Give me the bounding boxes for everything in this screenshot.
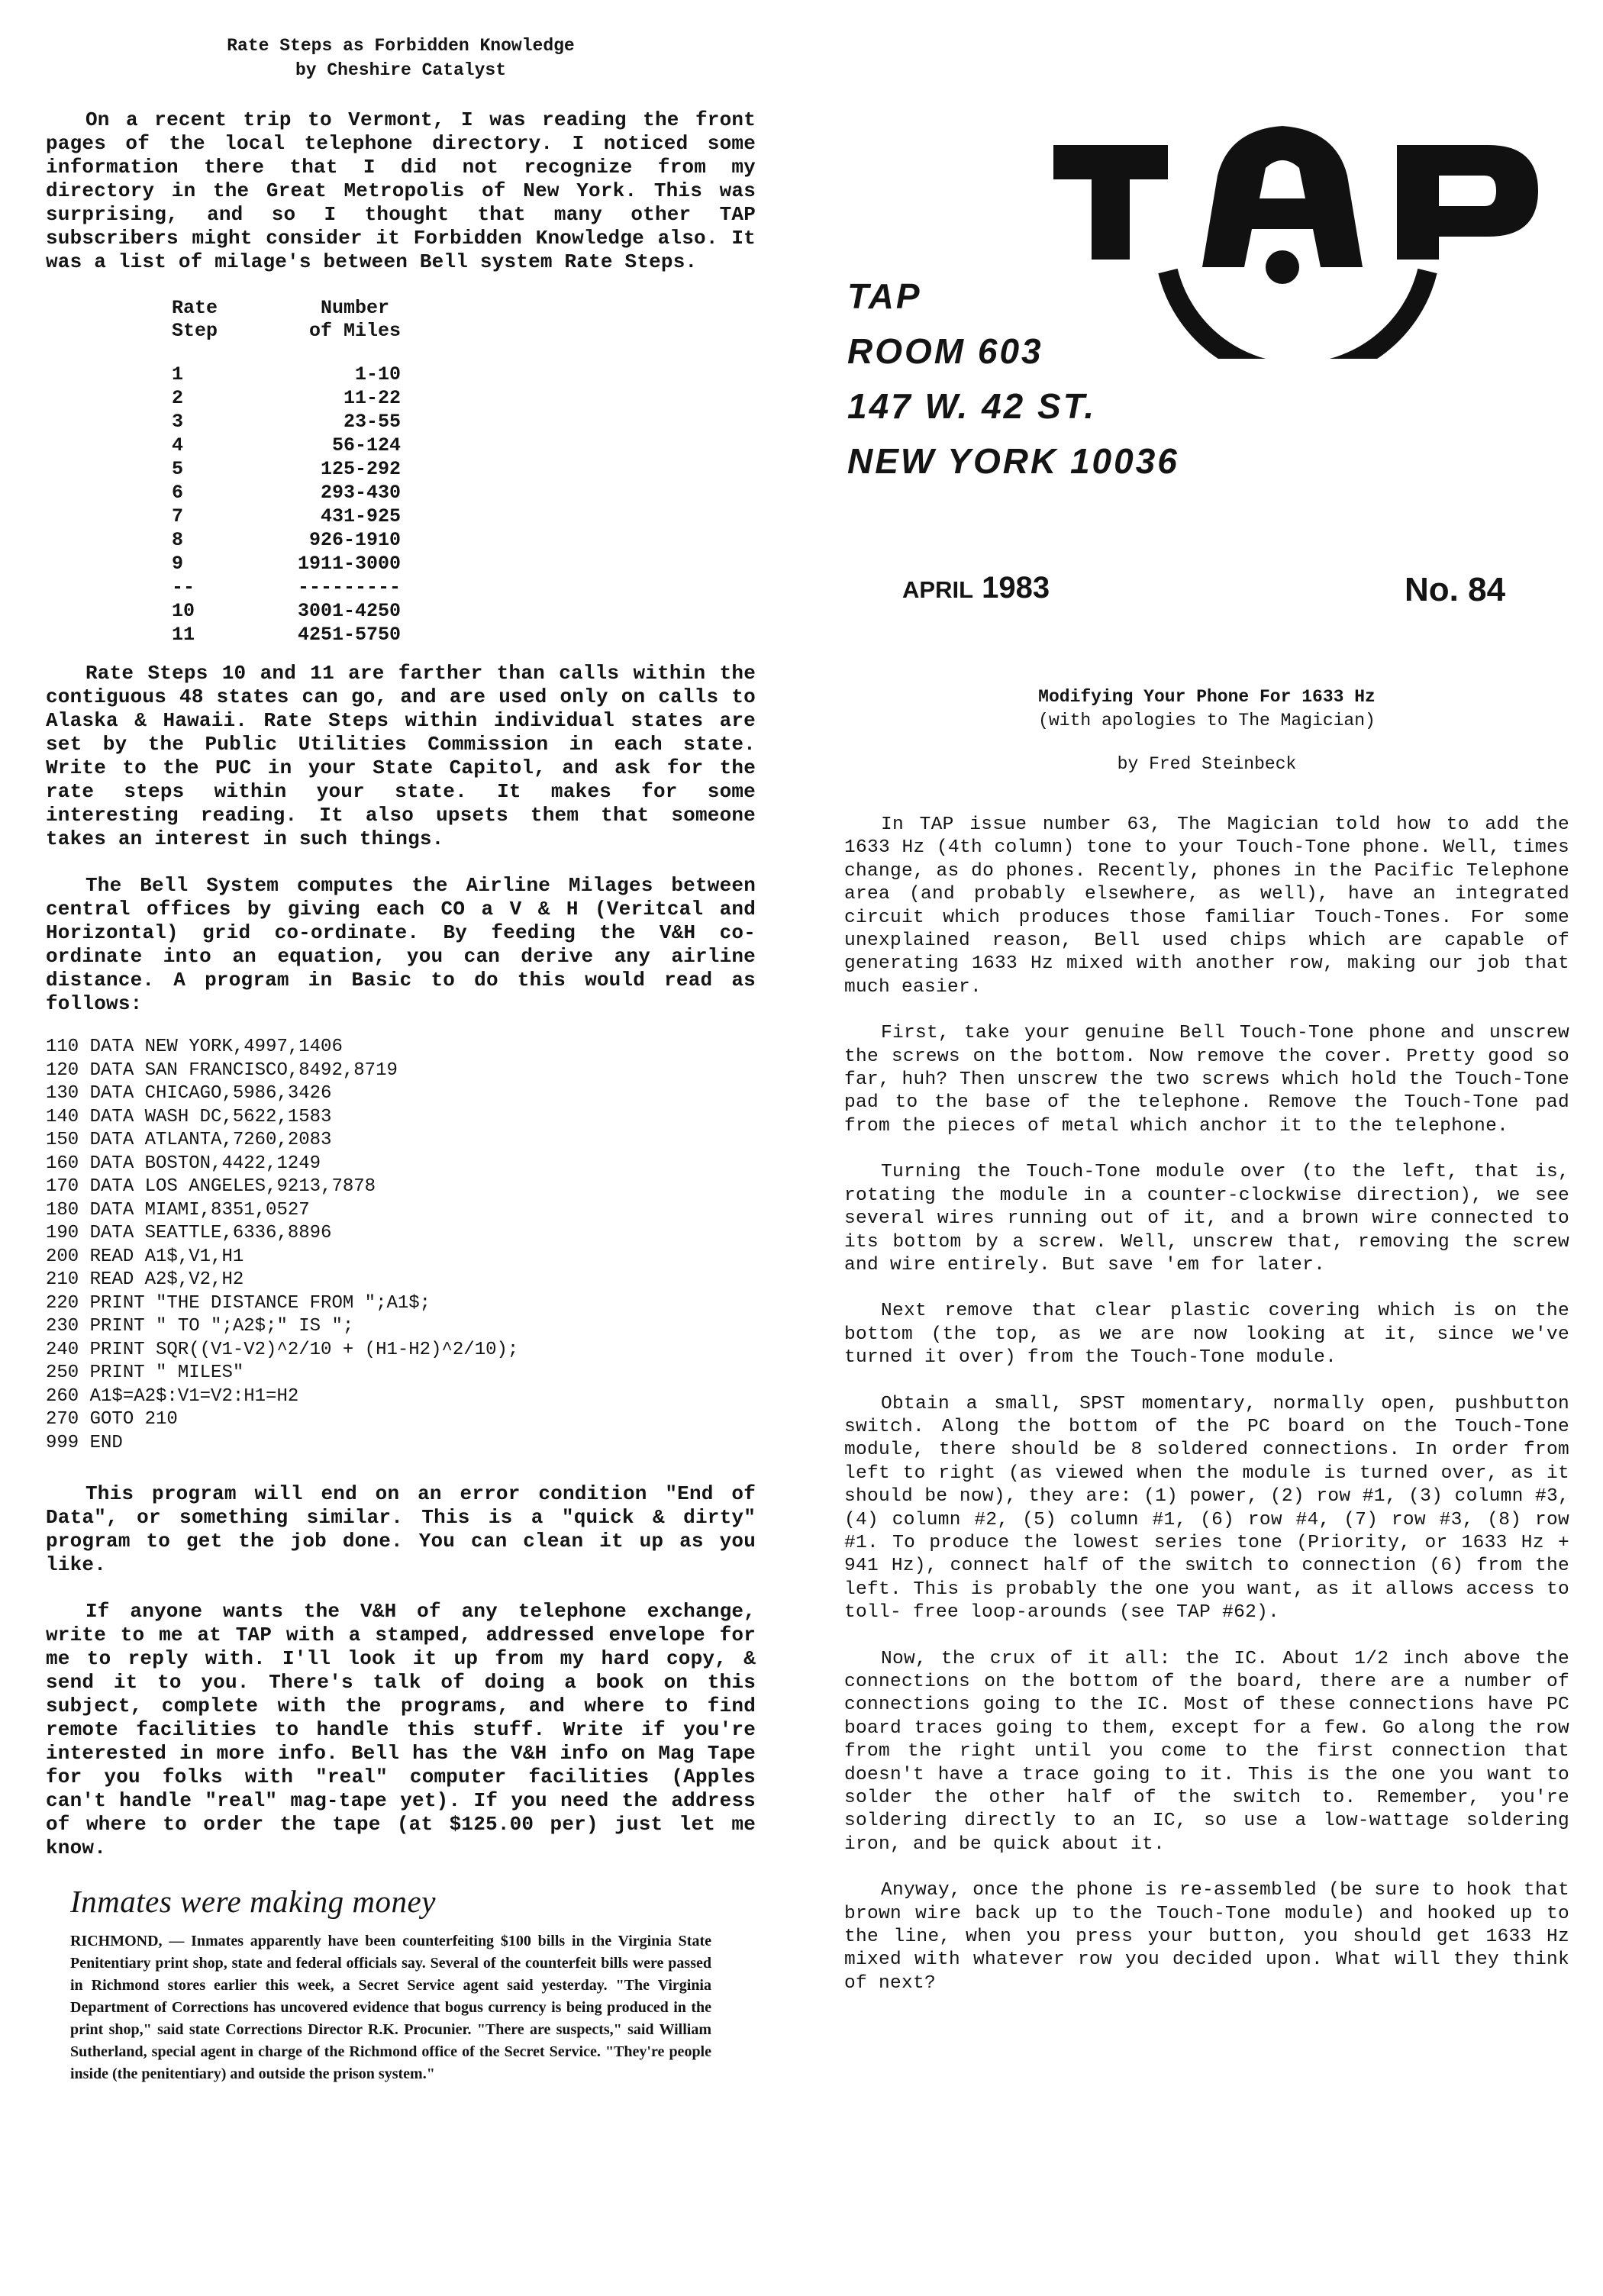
article-title: Rate Steps as Forbidden Knowledge — [227, 36, 575, 56]
rate-step-cell: 7 — [172, 505, 184, 527]
article-title-block — [46, 34, 756, 82]
clipping-body: RICHMOND, — Inmates apparently have been counterfeiting $100 bills in the Virginia State Penitentiary print shop, state and federal officials say. Several of the counterfeit bills were passed in Richmond stores earlier this week, a Secret Service agent said yesterday. "The Virginia Department of Corrections has uncovered evidence that bogus currency is being produced in the print shop," said state Corrections Director R.K. Procunier. "There are suspects," said William Sutherland, special agent in charge of the Richmond office of the Secret Service. "They're people inside (the penitentiary) and outside the prison system." — [70, 1933, 711, 2082]
right-paragraph-2: First, take your genuine Bell Touch-Tone phone and unscrew the screws on the bottom. Now remove the cover. Pretty good so far, huh? Then unscrew the two screws which hold the Touch-Tone pad to the base of the telephone. Remove the Touch-Tone pad from the pieces of metal which anchor it to the telephone. — [844, 1023, 1569, 1137]
rate-step-cell: 5 — [172, 458, 184, 480]
program-line: 999 END — [46, 1432, 123, 1453]
table-row — [172, 505, 401, 528]
program-note-paragraph: This program will end on an error condition "End of Data", or something similar. This is a "quick & dirty" program to get the job done. You can clean it up as you like. — [46, 1482, 756, 1576]
miles-cell: 11-22 — [344, 387, 402, 409]
rate-step-header-line1: Rate — [172, 297, 218, 319]
right-article — [844, 685, 1569, 2018]
address-line-4: NEW YORK 10036 — [847, 441, 1179, 481]
rate-steps-paragraph: Rate Steps 10 and 11 are farther than calls within the contiguous 48 states can go, and are used only on calls to Alaska & Hawaii. Rate Steps within individual states are set by the Public Utilities Commission in each state. Write to the PUC in your State Capitol, and ask for the rate steps within your state. It makes for some interesting reading. It also upsets them that someone takes an interest in such things. — [46, 662, 756, 850]
masthead-address — [847, 269, 1179, 489]
program-line: 110 DATA NEW YORK,4997,1406 — [46, 1037, 343, 1057]
program-line: 130 DATA CHICAGO,5986,3426 — [46, 1083, 332, 1104]
program-line: 170 DATA LOS ANGELES,9213,7878 — [46, 1176, 376, 1197]
program-line: 270 GOTO 210 — [46, 1409, 178, 1430]
rate-step-cell: 2 — [172, 387, 184, 409]
table-row — [172, 434, 401, 457]
miles-header — [218, 297, 401, 343]
rate-step-cell: 11 — [172, 624, 195, 646]
rate-step-cell: 3 — [172, 411, 184, 433]
program-line: 200 READ A1$,V1,H1 — [46, 1246, 244, 1267]
miles-header-line1: Number — [321, 297, 390, 319]
table-header-row — [172, 297, 401, 343]
right-paragraph-5: Obtain a small, SPST momentary, normally open, pushbutton switch. Along the bottom of the PC board on the Touch-Tone module, there should be 8 soldered connections. In order from left to right (as viewed when the module is turned over, as it should be now), they are: (1) power, (2) row #1, (3) column #3, (4) column #2, (5) column #1, (6) row #4, (7) row #3, (8) row #1. To produce the lowest series tone (Priority, or 1633 Hz + 941 Hz), connect half of the switch to connection (6) from the left. This is probably the one you want, as it allows access to toll- free loop-arounds (see TAP #62). — [844, 1393, 1569, 1624]
miles-cell: 56-124 — [332, 434, 402, 456]
rate-step-table — [172, 297, 401, 647]
miles-cell: 4251-5750 — [298, 624, 402, 646]
right-paragraph-1: In TAP issue number 63, The Magician told how to add the 1633 Hz (4th column) tone to your Touch-Tone phone. Well, times change, as do phones. Recently, phones in the Pacific Telephone area (and probably elsewhere, as well), have an integrated circuit which produces those familiar Touch-Tones. For some unexplained reason, Bell used chips which are capable of generating 1633 Hz mixed with another row, making our job that much easier. — [844, 814, 1569, 998]
right-paragraph-7: Anyway, once the phone is re-assembled (be sure to hook that brown wire back up to the Touch-Tone module) and hooked up to the line, when you press your button, you should get 1633 Hz mixed with whatever row you decided upon. What will they think of next? — [844, 1880, 1569, 1994]
miles-cell: 1-10 — [355, 363, 402, 385]
issue-month: APRIL — [902, 576, 973, 603]
rate-step-header-line2: Step — [172, 320, 218, 342]
table-row — [172, 410, 401, 434]
rate-step-cell: 10 — [172, 600, 195, 622]
program-line: 120 DATA SAN FRANCISCO,8492,8719 — [46, 1059, 398, 1081]
table-row — [172, 599, 401, 623]
logo-letter-a-bell — [1202, 126, 1363, 267]
clipping-headline: Inmates were making money — [70, 1884, 436, 1919]
logo-bell-clapper — [1266, 250, 1299, 284]
miles-cell: 431-925 — [321, 505, 402, 527]
miles-cell: --------- — [298, 576, 402, 598]
table-row — [172, 363, 401, 386]
issue-number: No. 84 — [1405, 571, 1506, 608]
program-line: 180 DATA MIAMI,8351,0527 — [46, 1199, 310, 1221]
airline-milage-paragraph: The Bell System computes the Airline Milages between central offices by giving each CO a V & H (Veritcal and Horizontal) grid co-ordinate. By feeding the V&H co-ordinate into an equation, you can derive any airline distance. A program in Basic to do this would read as follows: — [46, 874, 756, 1015]
logo-arc — [1168, 271, 1427, 359]
program-line: 140 DATA WASH DC,5622,1583 — [46, 1106, 332, 1127]
miles-header-line2: of Miles — [309, 320, 402, 342]
rate-step-header — [172, 297, 218, 343]
table-row — [172, 623, 401, 647]
table-row — [172, 386, 401, 410]
program-line: 260 A1$=A2$:V1=V2:H1=H2 — [46, 1385, 299, 1407]
program-line: 150 DATA ATLANTA,7260,2083 — [46, 1130, 332, 1150]
miles-cell: 293-430 — [321, 482, 402, 504]
rate-step-cell: 8 — [172, 529, 184, 551]
logo-text: TAP — [1053, 114, 1055, 115]
right-article-byline: by Fred Steinbeck — [1117, 754, 1297, 774]
table-row — [172, 481, 401, 505]
rate-step-cell: 9 — [172, 553, 184, 575]
rate-step-cell: -- — [172, 576, 195, 598]
table-row — [172, 528, 401, 552]
left-column — [46, 31, 756, 2085]
rate-step-cell: 1 — [172, 363, 184, 385]
program-line: 240 PRINT SQR((V1-V2)^2/10 + (H1-H2)^2/10); — [46, 1339, 519, 1360]
issue-date — [902, 571, 1050, 605]
address-line-3: 147 W. 42 ST. — [847, 386, 1097, 426]
logo-letter-p — [1397, 145, 1538, 260]
newspaper-clipping — [46, 1883, 756, 2085]
program-line: 230 PRINT " TO ";A2$;" IS "; — [46, 1316, 354, 1337]
address-line-1: TAP — [847, 276, 922, 316]
logo-letter-t — [1053, 145, 1168, 260]
rate-step-cell: 4 — [172, 434, 184, 456]
right-paragraph-4: Next remove that clear plastic covering which is on the bottom (the top, as we are now looking at it, since we've turned it over) from the Touch-Tone module. — [844, 1301, 1569, 1369]
program-line: 250 PRINT " MILES" — [46, 1362, 244, 1383]
table-row — [172, 457, 401, 481]
program-line: 210 READ A2$,V2,H2 — [46, 1269, 244, 1290]
issue-year: 1983 — [982, 571, 1050, 605]
right-article-subtitle: (with apologies to The Magician) — [1038, 711, 1376, 730]
program-line: 190 DATA SEATTLE,6336,8896 — [46, 1223, 332, 1243]
program-line: 160 DATA BOSTON,4422,1249 — [46, 1153, 321, 1174]
miles-cell: 3001-4250 — [298, 600, 402, 622]
miles-cell: 23-55 — [344, 411, 402, 433]
table-row — [172, 576, 401, 599]
intro-paragraph: On a recent trip to Vermont, I was reading the front pages of the local telephone directory. I noticed some information there that I did not recognize from my directory in the Great Metropolis of New York. This was surprising, and so I thought that many other TAP subscribers might consider it Forbidden Knowledge also. It was a list of milage's between Bell system Rate Steps. — [46, 108, 756, 273]
miles-cell: 125-292 — [321, 458, 402, 480]
address-line-2: ROOM 603 — [847, 331, 1043, 371]
miles-cell: 1911-3000 — [298, 553, 402, 575]
right-article-title: Modifying Your Phone For 1633 Hz — [1038, 687, 1376, 707]
miles-cell: 926-1910 — [309, 529, 402, 551]
table-row — [172, 552, 401, 576]
v-h-info-paragraph: If anyone wants the V&H of any telephone exchange, write to me at TAP with a stamped, addressed envelope for me to reply with. I'll look it up from my hard copy, & send it to you. There's talk of doing a book on this subject, complete with the programs, and where to find remote facilities to handle this stuff. Write if you're interested in more info. Bell has the V&H info on Mag Tape for you folks with "real" computer facilities (Apples can't handle "real" mag-tape yet). If you need the address of where to order the tape (at $125.00 per) just let me know. — [46, 1600, 756, 1859]
basic-program-listing — [46, 1036, 756, 1455]
article-byline: by Cheshire Catalyst — [295, 60, 507, 80]
right-paragraph-6: Now, the crux of it all: the IC. About 1/2 inch above the connections on the bottom of the board, there are a number of connections going to the IC. Most of these connections have PC board traces going to them, except for a few. Go along the row from the right until you come to the first connection that doesn't have a trace going to it. This is the one you want to solder the other half of the switch to. Remember, you're soldering directly to an IC, so use a low-wattage soldering iron, and be quick about it. — [844, 1648, 1569, 1855]
program-line: 220 PRINT "THE DISTANCE FROM ";A1$; — [46, 1292, 431, 1314]
rate-step-cell: 6 — [172, 482, 184, 504]
right-paragraph-3: Turning the Touch-Tone module over (to the left, that is, rotating the module in a counter-clockwise direction), we see several wires running out of it, and a brown wire connected to its bottom by a screw. Well, unscrew that, removing the screw and wire entirely. But save 'em for later. — [844, 1162, 1569, 1275]
